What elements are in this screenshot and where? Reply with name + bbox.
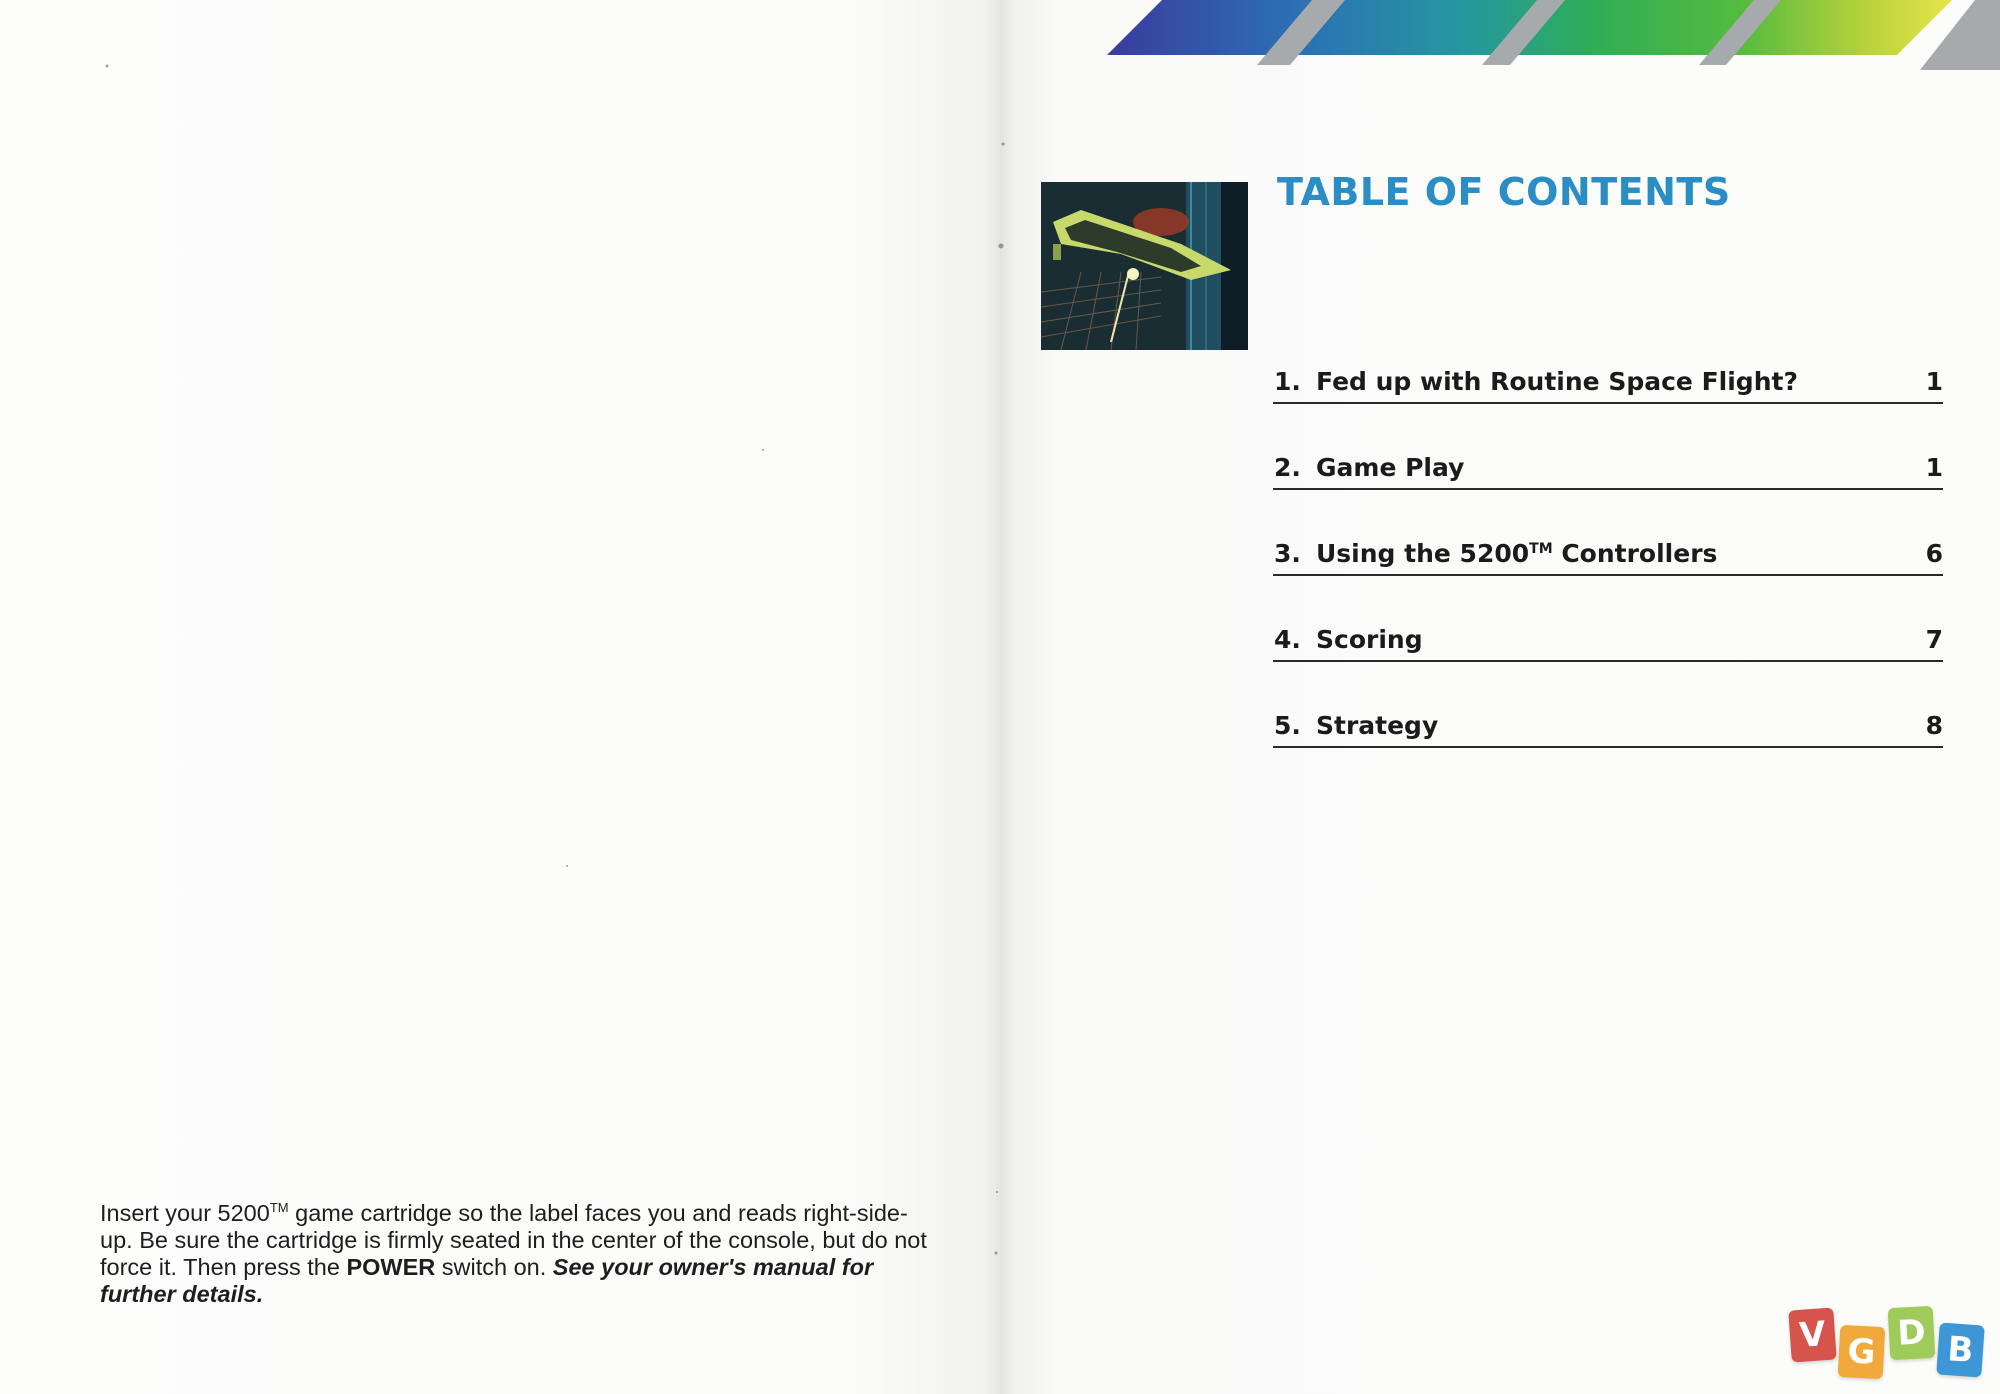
toc-entry-title: Fed up with Routine Space Flight? [1316,367,1798,396]
game-screenshot-thumbnail [1041,182,1248,350]
toc-entry-title: Game Play [1316,453,1465,482]
toc-entry-number: 5. [1274,711,1301,740]
power-switch-label: POWER [346,1254,436,1280]
toc-entry [1273,404,1943,490]
toc-entry-number: 1. [1274,367,1301,396]
toc-entry-number: 3. [1274,539,1301,568]
toc-entry-number: 2. [1274,453,1301,482]
owners-manual-note: See your owner's manual for further details. [100,1254,874,1307]
toc-entry-page: 1 [1925,367,1943,396]
toc-entry [1273,576,1943,662]
toc-list [1273,318,1943,748]
toc-entry-title-end: Controllers [1552,539,1718,568]
trademark-mark: TM [1529,541,1553,557]
instructions-text-middle: game cartridge so the label faces you and reads right-side-up. Be sure the cartridge is firmly seated in the center of the console, but do not force it. Then press the [100,1200,927,1280]
toc-title: TABLE OF CONTENTS [1277,170,1731,214]
page-fold [985,0,1015,1394]
toc-entry-title: Strategy [1316,711,1439,740]
instructions-text-end: switch on. [435,1254,553,1280]
logo-tile-b: B [1936,1322,1985,1377]
toc-entry-number: 4. [1274,625,1301,654]
toc-entry [1273,318,1943,404]
toc-entry-title [1316,539,1717,568]
toc-entry-page: 7 [1925,625,1943,654]
toc-entry-page: 1 [1925,453,1943,482]
instructions-text-start: Insert your 5200 [100,1200,270,1226]
vgdb-watermark-logo [1790,1306,1990,1382]
toc-entry [1273,490,1943,576]
toc-entry-page: 8 [1925,711,1943,740]
logo-tile-d: D [1888,1306,1936,1360]
toc-entry [1273,662,1943,748]
logo-tile-g: G [1838,1325,1886,1379]
cartridge-instructions [100,1194,940,1308]
toc-entry-page: 6 [1925,539,1943,568]
toc-entry-title-start: Using the 5200 [1316,539,1530,568]
color-band-graphic [1107,0,2000,70]
toc-entry-title: Scoring [1316,625,1423,654]
trademark-mark: TM [269,1200,289,1215]
logo-tile-v: V [1788,1307,1837,1362]
